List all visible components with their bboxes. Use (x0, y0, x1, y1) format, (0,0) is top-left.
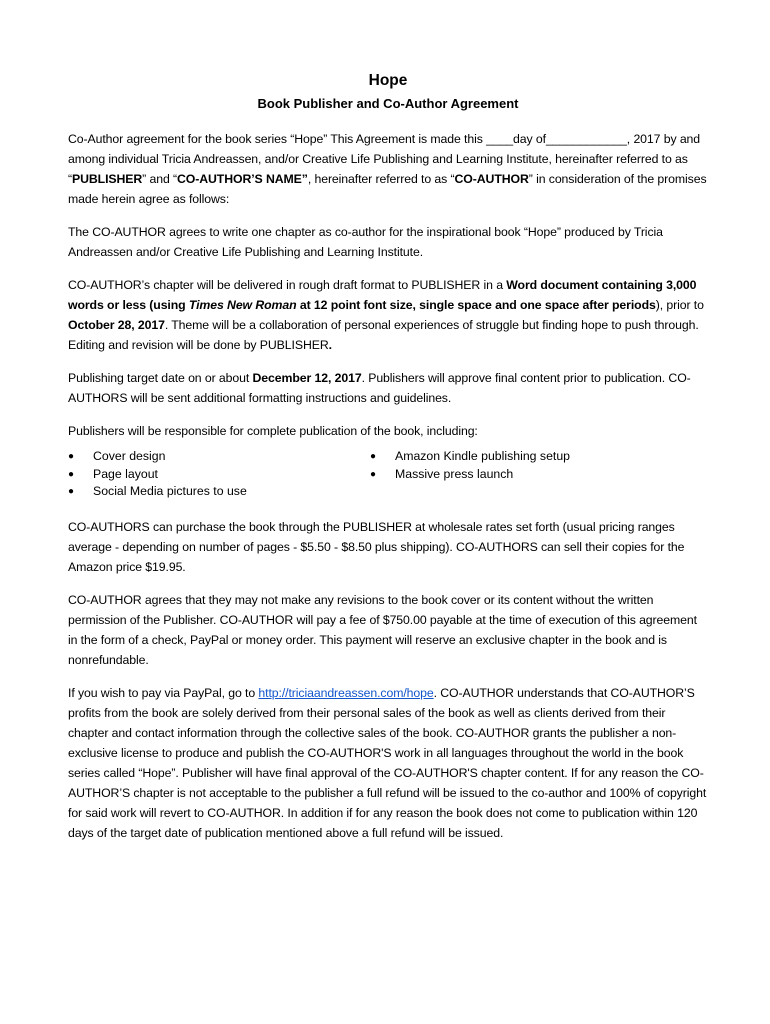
text-run: Publishing target date on or about (68, 371, 253, 385)
text-run: December 12, 2017 (252, 371, 362, 385)
text-run: Times New Roman (188, 298, 297, 312)
publishing-date-paragraph (68, 368, 708, 408)
document-subtitle: Book Publisher and Co-Author Agreement (257, 96, 519, 111)
revisions-fee-paragraph (68, 590, 708, 670)
text-run: CO-AUTHOR’s chapter will be delivered in rough draft format to PUBLISHER in a (68, 278, 507, 292)
list-item: ● Page layout (68, 466, 370, 484)
text-run: . Publishers will approve final content prior to publication. CO-AUTHORS will be sent additional formatting instructions and guidelines. (68, 371, 691, 405)
text-run: ” in consideration of the promises made herein agree as follows: (68, 172, 707, 206)
co-author-commitment-paragraph (68, 222, 708, 262)
text-run: CO-AUTHORS can purchase the book through the PUBLISHER at wholesale rates set forth (usual pricing ranges average - depending on number of pages - $5.50 - $8.50 plus shipping). CO-AUTHORS can sell their copies for the Amazon price $19.95. (68, 519, 685, 574)
document-title: Hope (368, 72, 408, 89)
text-run: ” and “ (142, 172, 177, 186)
text-run: If you wish to pay via PayPal, go to (68, 685, 259, 700)
text-run: PUBLISHER (72, 172, 143, 186)
text-run: Word document containing 3,000 words or less (using (68, 278, 697, 312)
text-run: Publishers will be responsible for complete publication of the book, including: (68, 424, 478, 438)
responsibilities-list-right (370, 448, 570, 501)
text-run: CO-AUTHOR’S NAME” (177, 172, 308, 186)
document-body (68, 72, 708, 856)
publisher-responsibilities-paragraph (68, 421, 708, 441)
text-run: CO-AUTHOR agrees that they may not make any revisions to the book cover or its content without the written permission of the Publisher. CO-AUTHOR will pay a fee of $750.00 payable at the time of execution of this agreement in the form of a check, PayPal or money order. This payment will reserve an exclusive chapter in the book and is nonrefundable. (68, 592, 697, 667)
text-run: . CO-AUTHOR understands that CO-AUTHOR’S profits from the book are solely derived from their personal sales of the book as well as clients derived from their chapter and contact information through the collective sales of the book. CO-AUTHOR grants the publisher a non-exclusive license to produce and publish the CO-AUTHOR'S work in all languages throughout the world in the book series called “Hope”. Publisher will have final approval of the CO-AUTHOR'S chapter content. If for any reason the CO-AUTHOR’S chapter is not acceptable to the publisher a full refund will be issued to the co-author and 100% of copyright for said work will revert to CO-AUTHOR. In addition if for any reason the book does not come to publication within 120 days of the target date of publication mentioned above a full refund will be issued. (68, 685, 707, 840)
text-run: Co-Author agreement for the book series “Hope” This Agreement is made this ____day of____________, 2017 by and among individual Tricia Andreassen, and/or Creative Life Publishing and Learning Institute, hereinafter referred to as “ (68, 132, 701, 186)
text-run: . Theme will be a collaboration of personal experiences of struggle but finding hope to push through. Editing and revision will be done by PUBLISHER (68, 318, 699, 352)
text-run: . (328, 338, 332, 352)
pricing-paragraph (68, 517, 708, 577)
list-item: ● Amazon Kindle publishing setup (370, 448, 570, 466)
list-item: ● Cover design (68, 448, 370, 466)
paypal-link[interactable]: http://triciaandreassen.com/hope (258, 685, 434, 700)
text-run: October 28, 2017 (68, 318, 165, 332)
text-run: , hereinafter referred to as “ (307, 172, 455, 186)
paypal-profits-paragraph (68, 683, 708, 843)
list-item: ● Massive press launch (370, 466, 570, 484)
text-run: The CO-AUTHOR agrees to write one chapter as co-author for the inspirational book “Hope” produced by Tricia Andreassen and/or Creative Life Publishing and Learning Institute. (68, 225, 663, 259)
chapter-delivery-paragraph (68, 275, 708, 355)
responsibilities-list (68, 448, 708, 501)
text-run: ), prior to (655, 298, 704, 312)
text-run: at 12 point font size, single space and one space after periods (296, 298, 656, 312)
responsibilities-list-left (68, 448, 370, 501)
list-item: ● Social Media pictures to use (68, 483, 370, 501)
text-run: CO-AUTHOR (454, 172, 529, 186)
agreement-intro-paragraph (68, 129, 708, 209)
